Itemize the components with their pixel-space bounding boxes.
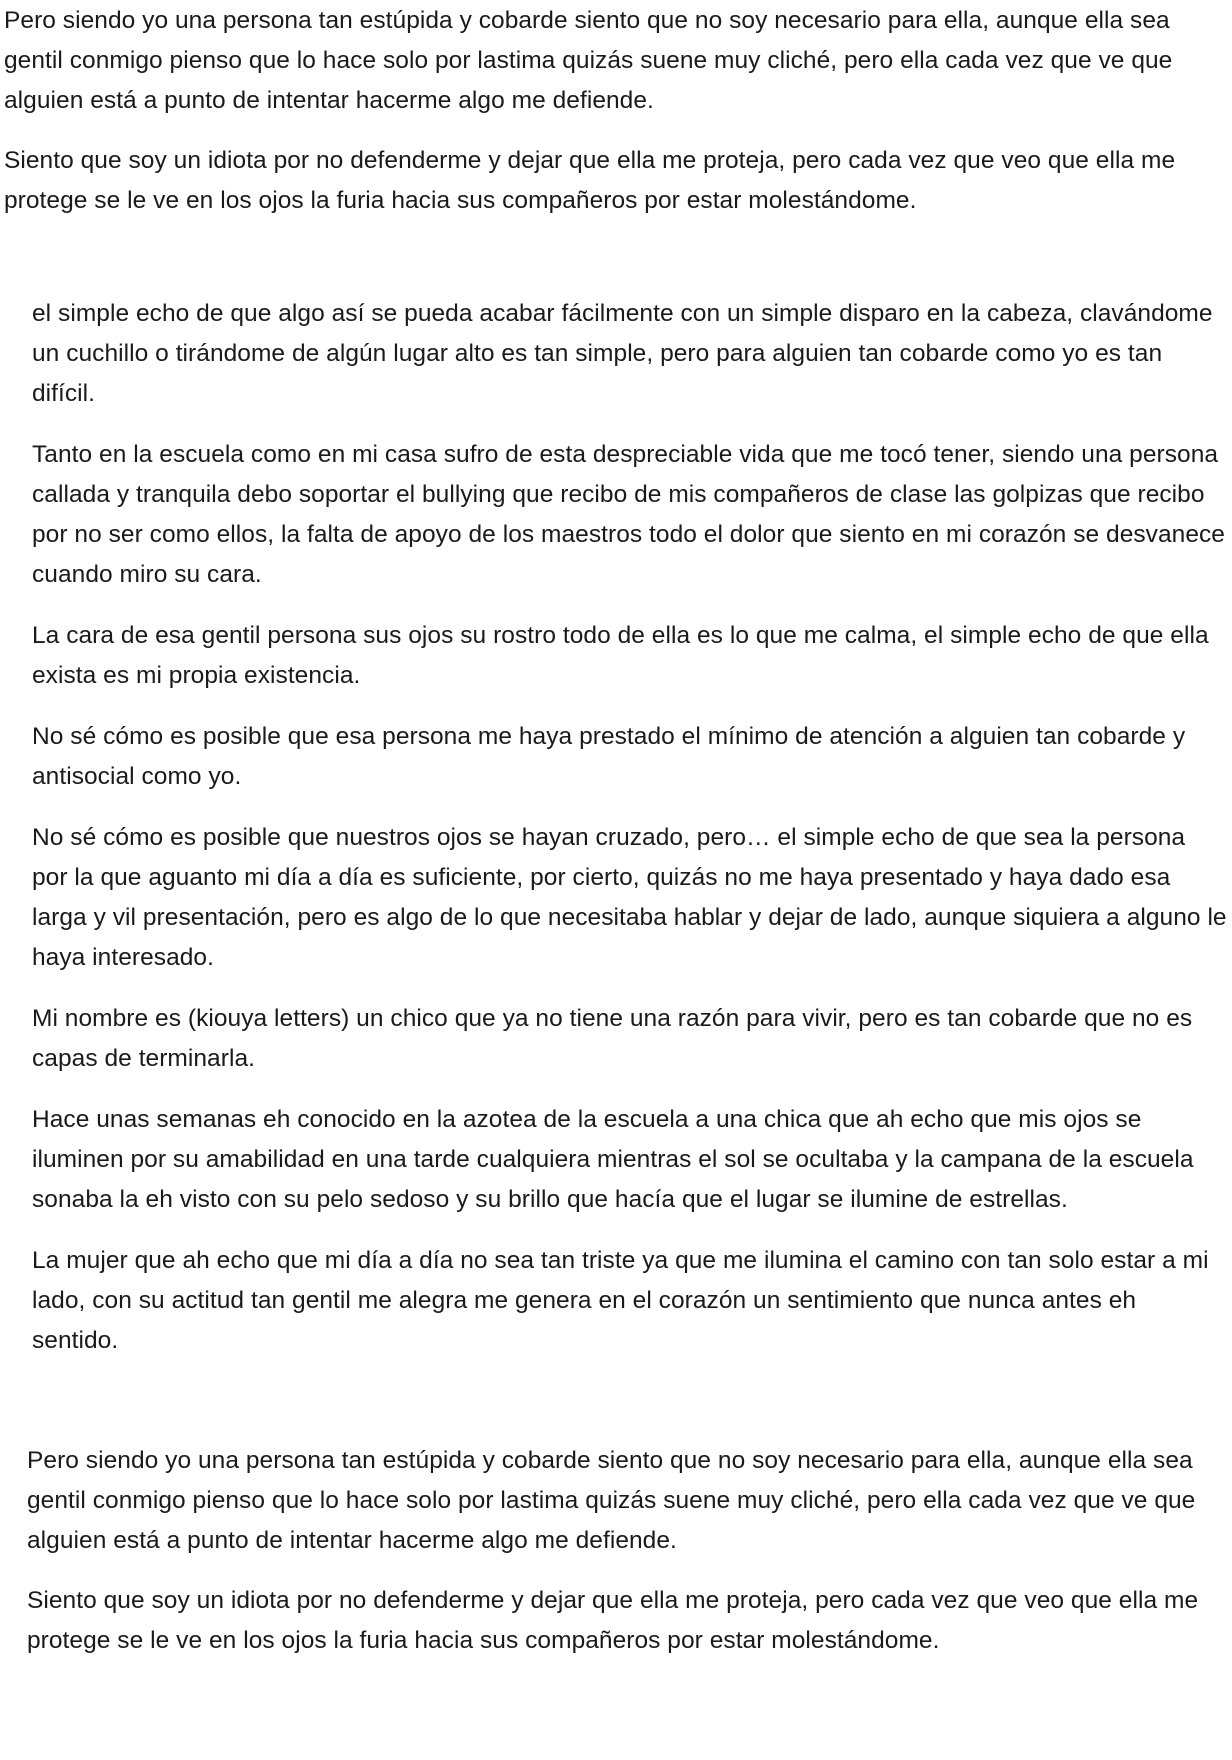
bottom-text-block: [27, 1441, 1227, 1661]
paragraph: Siento que soy un idiota por no defenderme y dejar que ella me proteja, pero cada vez que veo que ella me protege se le ve en los ojos la furia hacia sus compañeros por estar molestándome.: [4, 147, 1176, 214]
paragraph: Tanto en la escuela como en mi casa sufro de esta despreciable vida que me tocó tener, siendo una persona callada y tranquila debo soportar el bullying que recibo de mis compañeros de clase las golpizas que recibo por no ser como ellos, la falta de apoyo de los maestros todo el dolor que siento en mi corazón se desvanece cuando miro su cara.: [32, 441, 1225, 588]
paragraph: La cara de esa gentil persona sus ojos su rostro todo de ella es lo que me calma, el simple echo de que ella exista es mi propia existencia.: [32, 622, 1209, 689]
paragraph: No sé cómo es posible que esa persona me haya prestado el mínimo de atención a alguien tan cobarde y antisocial como yo.: [32, 723, 1186, 790]
paragraph: No sé cómo es posible que nuestros ojos se hayan cruzado, pero… el simple echo de que sea la persona por la que aguanto mi día a día es suficiente, por cierto, quizás no me haya presentado y haya dado esa larga y vil presentación, pero es algo de lo que necesitaba hablar y dejar de lado, aunque siquiera a alguno le haya interesado.: [32, 824, 1227, 971]
paragraph: Pero siendo yo una persona tan estúpida y cobarde siento que no soy necesario para ella, aunque ella sea gentil conmigo pienso que lo hace solo por lastima quizás suene muy cliché, pero ella cada vez que ve que alguien está a punto de intentar hacerme algo me defiende.: [27, 1447, 1196, 1554]
paragraph: Mi nombre es (kiouya letters) un chico que ya no tiene una razón para vivir, pero es tan cobarde que no es capas de terminarla.: [32, 1005, 1193, 1072]
paragraph: Hace unas semanas eh conocido en la azotea de la escuela a una chica que ah echo que mis ojos se iluminen por su amabilidad en una tarde cualquiera mientras el sol se ocultaba y la campana de la escuela sonaba la eh visto con su pelo sedoso y su brillo que hacía que el lugar se ilumine de estrellas.: [32, 1106, 1194, 1213]
paragraph: el simple echo de que algo así se pueda acabar fácilmente con un simple disparo en la cabeza, clavándome un cuchillo o tirándome de algún lugar alto es tan simple, pero para alguien tan cobarde como yo es tan difícil.: [32, 300, 1213, 407]
middle-text-block: [32, 294, 1227, 1361]
paragraph: La mujer que ah echo que mi día a día no sea tan triste ya que me ilumina el camino con tan solo estar a mi lado, con su actitud tan gentil me alegra me genera en el corazón un sentimiento que nunca antes eh sentido.: [32, 1247, 1209, 1354]
paragraph: Pero siendo yo una persona tan estúpida y cobarde siento que no soy necesario para ella, aunque ella sea gentil conmigo pienso que lo hace solo por lastima quizás suene muy cliché, pero ella cada vez que ve que alguien está a punto de intentar hacerme algo me defiende.: [4, 7, 1173, 114]
paragraph: Siento que soy un idiota por no defenderme y dejar que ella me proteja, pero cada vez que veo que ella me protege se le ve en los ojos la furia hacia sus compañeros por estar molestándome.: [27, 1587, 1199, 1654]
top-text-block: [4, 1, 1224, 221]
